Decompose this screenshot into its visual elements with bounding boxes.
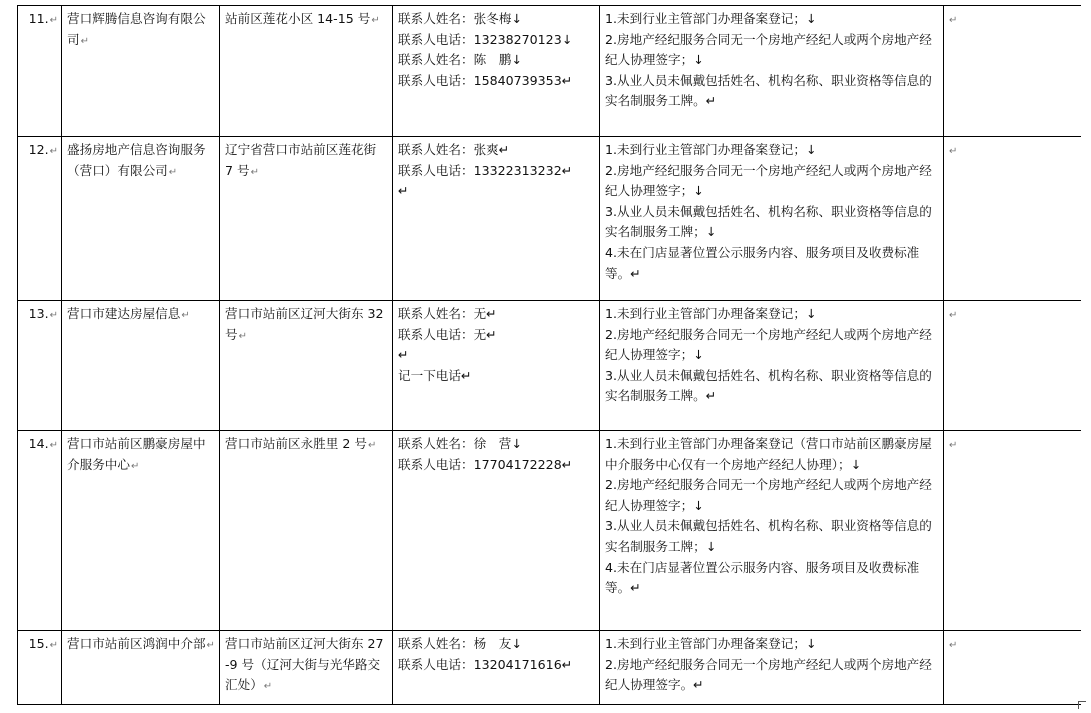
cell-end-mark: ↵ bbox=[949, 440, 958, 451]
company-name-cell: 营口市站前区鹏豪房屋中介服务中心↵ bbox=[62, 431, 220, 631]
cell-end-mark: ↵ bbox=[250, 166, 260, 178]
contact-line: 联系人姓名：杨 友↓ bbox=[398, 636, 522, 651]
remarks-cell bbox=[944, 6, 1081, 137]
cell-end-mark: ↵ bbox=[168, 166, 178, 178]
contact-line: ↵ bbox=[398, 183, 409, 199]
cell-end-mark: ↵ bbox=[49, 440, 58, 451]
issue-item: 2.房地产经纪服务合同无一个房地产经纪人或两个房地产经纪人协理签字；↓ bbox=[605, 477, 932, 513]
contact-cell bbox=[393, 631, 600, 705]
issues-cell bbox=[600, 431, 944, 631]
issue-item: 4.未在门店显著位置公示服务内容、服务项目及收费标准等。↵ bbox=[605, 559, 920, 596]
cell-end-mark: ↵ bbox=[49, 310, 58, 321]
cell-end-mark: ↵ bbox=[371, 15, 380, 26]
contact-line: ↵ bbox=[398, 347, 409, 363]
contact-line: 联系人姓名：张冬梅↓ bbox=[398, 11, 522, 26]
row-number-cell: 11.↵ bbox=[18, 6, 62, 137]
company-name-cell: 盛扬房地产信息咨询服务（营口）有限公司↵ bbox=[62, 137, 220, 301]
issues-cell bbox=[600, 631, 944, 705]
issue-item: 3.从业人员未佩戴包括姓名、机构名称、职业资格等信息的实名制服务工牌；↓ bbox=[605, 203, 932, 240]
text-boundary-corner-icon bbox=[1078, 701, 1086, 709]
cell-end-mark: ↵ bbox=[949, 640, 958, 651]
row-number-cell: 13.↵ bbox=[18, 301, 62, 431]
contact-line: 联系人电话：15840739353↵ bbox=[398, 72, 573, 88]
issues-cell bbox=[600, 301, 944, 431]
contact-line: 联系人电话：13204171616↵ bbox=[398, 656, 573, 672]
issue-item: 1.未到行业主管部门办理备案登记；↓ bbox=[605, 306, 817, 321]
contact-cell bbox=[393, 301, 600, 431]
issue-item: 1.未到行业主管部门办理备案登记；↓ bbox=[605, 142, 817, 157]
address-cell: 营口市站前区辽河大街东 32 号↵ bbox=[220, 301, 393, 431]
table-row bbox=[18, 631, 1081, 705]
address-cell: 站前区莲花小区 14-15 号↵ bbox=[220, 6, 393, 137]
remarks-cell bbox=[944, 301, 1081, 431]
cell-end-mark: ↵ bbox=[263, 681, 273, 693]
contact-line: 联系人姓名：无↵ bbox=[398, 306, 497, 321]
row-number-cell: 12.↵ bbox=[18, 137, 62, 301]
cell-end-mark: ↵ bbox=[49, 15, 58, 26]
issues-cell bbox=[600, 137, 944, 301]
contact-cell bbox=[393, 431, 600, 631]
address-cell: 营口市站前区辽河大街东 27-9 号（辽河大街与光华路交汇处）↵ bbox=[220, 631, 393, 705]
inspection-results-table bbox=[17, 5, 1081, 705]
row-number-cell: 15.↵ bbox=[18, 631, 62, 705]
issue-item: 3.从业人员未佩戴包括姓名、机构名称、职业资格等信息的实名制服务工牌。↵ bbox=[605, 367, 932, 404]
contact-line: 记一下电话↵ bbox=[398, 367, 472, 383]
table-row bbox=[18, 6, 1081, 137]
issue-item: 3.从业人员未佩戴包括姓名、机构名称、职业资格等信息的实名制服务工牌。↵ bbox=[605, 72, 932, 109]
address-cell: 辽宁省营口市站前区莲花街 7 号↵ bbox=[220, 137, 393, 301]
issue-item: 1.未到行业主管部门办理备案登记；↓ bbox=[605, 11, 817, 26]
cell-end-mark: ↵ bbox=[49, 146, 58, 157]
contact-cell bbox=[393, 137, 600, 301]
cell-end-mark: ↵ bbox=[367, 440, 377, 451]
issue-item: 2.房地产经纪服务合同无一个房地产经纪人或两个房地产经纪人协理签字；↓ bbox=[605, 326, 932, 363]
cell-end-mark: ↵ bbox=[130, 460, 140, 472]
contact-cell bbox=[393, 6, 600, 137]
cell-end-mark: ↵ bbox=[949, 15, 958, 26]
issue-item: 3.从业人员未佩戴包括姓名、机构名称、职业资格等信息的实名制服务工牌；↓ bbox=[605, 518, 932, 554]
remarks-cell bbox=[944, 431, 1081, 631]
contact-line: 联系人电话：无↵ bbox=[398, 326, 497, 342]
table-row bbox=[18, 431, 1081, 631]
cell-end-mark: ↵ bbox=[238, 330, 247, 342]
cell-end-mark: ↵ bbox=[206, 640, 215, 651]
cell-end-mark: ↵ bbox=[949, 146, 958, 157]
issue-item: 1.未到行业主管部门办理备案登记（营口市站前区鹏豪房屋中介服务中心仅有一个房地产经纪人协理）；↓ bbox=[605, 436, 932, 472]
issue-item: 1.未到行业主管部门办理备案登记；↓ bbox=[605, 636, 817, 651]
remarks-cell bbox=[944, 137, 1081, 301]
company-name-cell: 营口市建达房屋信息↵ bbox=[62, 301, 220, 431]
contact-line: 联系人姓名：陈 鹏↓ bbox=[398, 52, 522, 68]
cell-end-mark: ↵ bbox=[80, 35, 89, 47]
address-cell: 营口市站前区永胜里 2 号↵ bbox=[220, 431, 393, 631]
issue-item: 2.房地产经纪服务合同无一个房地产经纪人或两个房地产经纪人协理签字。↵ bbox=[605, 656, 932, 693]
contact-line: 联系人电话：13322313232↵ bbox=[398, 162, 573, 178]
contact-line: 联系人电话：13238270123↓ bbox=[398, 31, 573, 47]
row-number-cell: 14.↵ bbox=[18, 431, 62, 631]
table-bottom-border bbox=[17, 704, 1080, 705]
issue-item: 2.房地产经纪服务合同无一个房地产经纪人或两个房地产经纪人协理签字；↓ bbox=[605, 31, 932, 68]
table-row bbox=[18, 301, 1081, 431]
issue-item: 2.房地产经纪服务合同无一个房地产经纪人或两个房地产经纪人协理签字；↓ bbox=[605, 162, 932, 199]
issues-cell bbox=[600, 6, 944, 137]
cell-end-mark: ↵ bbox=[181, 310, 190, 321]
company-name-cell: 营口辉腾信息咨询有限公司↵ bbox=[62, 6, 220, 137]
cell-end-mark: ↵ bbox=[49, 640, 58, 651]
company-name-cell: 营口市站前区鸿润中介部↵ bbox=[62, 631, 220, 705]
contact-line: 联系人姓名：张爽↵ bbox=[398, 142, 510, 157]
table-row bbox=[18, 137, 1081, 301]
issue-item: 4.未在门店显著位置公示服务内容、服务项目及收费标准等。↵ bbox=[605, 244, 920, 281]
contact-line: 联系人电话：17704172228↵ bbox=[398, 456, 573, 472]
cell-end-mark: ↵ bbox=[949, 310, 958, 321]
remarks-cell bbox=[944, 631, 1081, 705]
contact-line: 联系人姓名：徐 营↓ bbox=[398, 436, 522, 451]
